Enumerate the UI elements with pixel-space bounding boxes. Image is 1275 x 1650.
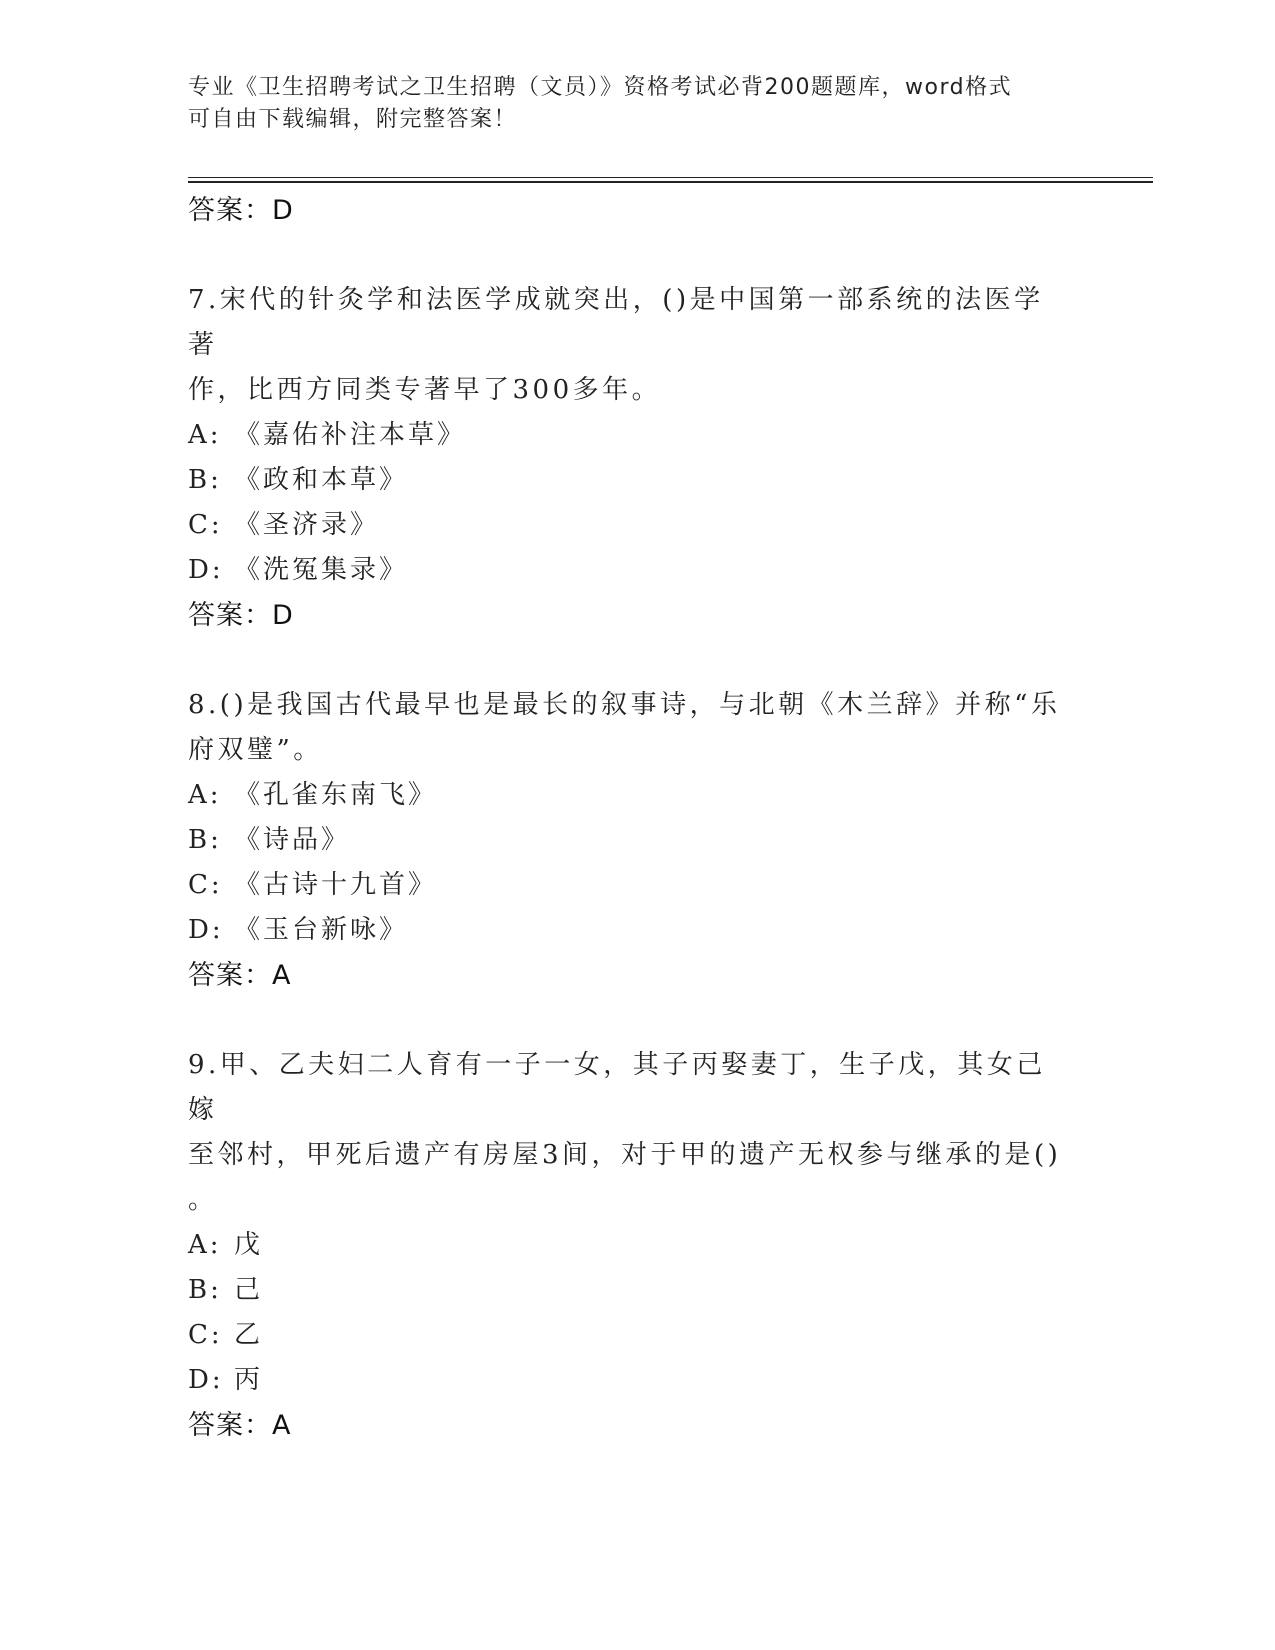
option-key: B: [188, 825, 222, 855]
option-text: 己 [234, 1275, 264, 1305]
option-text: 《政和本草》 [234, 465, 409, 495]
option-text: 乙 [234, 1320, 264, 1350]
header-divider-thin [188, 177, 1153, 178]
question-9-option-c [188, 1313, 1068, 1358]
document-header [188, 72, 1068, 136]
question-8-option-d [188, 908, 1068, 953]
option-text: 《玉台新咏》 [234, 915, 409, 945]
question-8-option-a [188, 773, 1068, 818]
question-7-option-c [188, 503, 1068, 548]
question-8-answer: 答案：A [188, 960, 292, 991]
question-9-answer: 答案：A [188, 1410, 292, 1441]
option-text: 戊 [234, 1230, 264, 1260]
question-7-option-a [188, 413, 1068, 458]
option-key: C: [188, 870, 223, 900]
option-key: C: [188, 1320, 223, 1350]
option-text: 《洗冤集录》 [234, 555, 409, 585]
header-line-1: 专业《卫生招聘考试之卫生招聘（文员）》资格考试必背200题题库，word格式 [188, 75, 1013, 100]
question-7 [188, 278, 1068, 639]
question-list [188, 188, 1068, 1449]
option-key: D: [188, 915, 224, 945]
option-key: D: [188, 555, 224, 585]
question-9-option-b [188, 1268, 1068, 1313]
question-7-option-d [188, 548, 1068, 593]
header-divider-thick [188, 181, 1153, 183]
option-key: C: [188, 510, 223, 540]
option-text: 《孔雀东南飞》 [234, 780, 438, 810]
option-text: 《圣济录》 [234, 510, 380, 540]
option-key: A: [188, 780, 222, 810]
option-text: 《诗品》 [234, 825, 351, 855]
option-key: B: [188, 1275, 222, 1305]
question-7-option-b [188, 458, 1068, 503]
option-key: A: [188, 420, 222, 450]
question-9-stem: 9.甲、乙夫妇二人育有一子一女，其子丙娶妻丁，生子戊，其女己嫁 至邻村，甲死后遗产有房屋3间，对于甲的遗产无权参与继承的是() 。 [188, 1050, 1062, 1215]
previous-question-answer: 答案：D [188, 195, 294, 226]
option-text: 《嘉佑补注本草》 [234, 420, 467, 450]
option-key: D: [188, 1365, 224, 1395]
question-7-stem: 7.宋代的针灸学和法医学成就突出，()是中国第一部系统的法医学著 作，比西方同类专著早了300多年。 [188, 285, 1044, 405]
option-key: A: [188, 1230, 222, 1260]
question-7-answer: 答案：D [188, 600, 294, 631]
option-text: 《古诗十九首》 [234, 870, 438, 900]
question-8-option-c [188, 863, 1068, 908]
question-8-option-b [188, 818, 1068, 863]
question-9-option-a [188, 1223, 1068, 1268]
question-9-option-d [188, 1358, 1068, 1403]
question-8 [188, 683, 1068, 999]
question-8-stem: 8.()是我国古代最早也是最长的叙事诗，与北朝《木兰辞》并称“乐 府双璧”。 [188, 690, 1061, 765]
question-9 [188, 1043, 1068, 1449]
option-key: B: [188, 465, 222, 495]
header-line-2: 可自由下载编辑，附完整答案！ [188, 107, 518, 132]
option-text: 丙 [234, 1365, 264, 1395]
